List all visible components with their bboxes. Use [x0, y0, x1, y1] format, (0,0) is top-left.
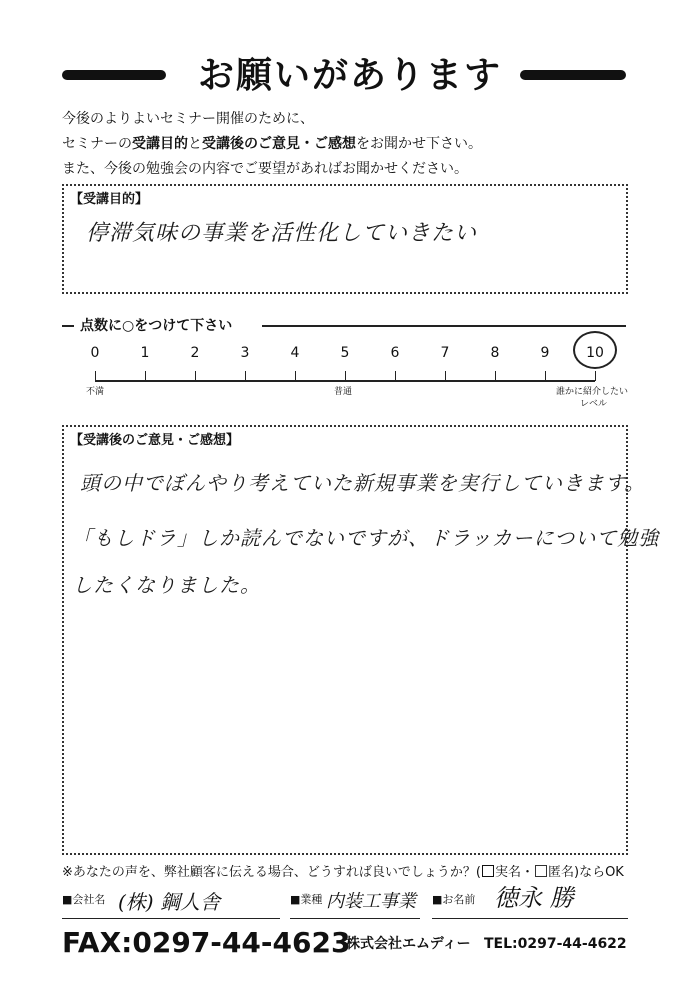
score-tick-label[interactable]: 2 [190, 345, 200, 361]
score-title: 点数に○をつけて下さい [80, 318, 233, 334]
purpose-box[interactable] [62, 184, 628, 294]
score-tick-label[interactable]: 5 [340, 345, 350, 361]
feedback-label: 【受講後のご意見・ご感想】 [70, 433, 240, 448]
intro-line-1: 今後のよりよいセミナー開催のために、 [62, 111, 314, 127]
score-title-rule [262, 325, 626, 327]
score-tick-label[interactable]: 1 [140, 345, 150, 361]
score-tick-label[interactable]: 9 [540, 345, 550, 361]
consent-note [62, 864, 624, 882]
score-tick [145, 371, 146, 381]
scale-caption-high-2: レベル [580, 399, 608, 409]
real-name-checkbox[interactable] [482, 865, 494, 877]
score-tick [345, 371, 346, 381]
score-tick [295, 371, 296, 381]
company-field-line [62, 918, 280, 919]
feedback-line-1: 頭の中でぼんやり考えていた新規事業を実行していきます。 [80, 471, 646, 495]
selected-score-circle[interactable] [573, 331, 617, 369]
feedback-line-2: 「もしドラ」しか読んでないですが、ドラッカーについて勉強 [72, 526, 660, 550]
company-name: 株式会社エムディー [346, 936, 471, 952]
fax-number: FAX:0297-44-4623 [62, 926, 351, 959]
feedback-line-3: したくなりました。 [72, 573, 261, 597]
intro-text: をお聞かせ下さい。 [356, 136, 482, 152]
score-tick-label[interactable]: 3 [240, 345, 250, 361]
intro-line-2 [62, 133, 482, 155]
name-field-line [432, 918, 628, 919]
scale-caption-high-1: 誰かに紹介したい [556, 387, 629, 397]
page-title: お願いがあります [197, 55, 502, 96]
score-tick [95, 371, 96, 381]
name-field-value[interactable]: 徳永 勝 [494, 884, 574, 912]
purpose-label: 【受講目的】 [70, 192, 149, 207]
purpose-answer: 停滞気味の事業を活性化していきたい [86, 221, 478, 246]
consent-note-tail: )ならOK [574, 865, 624, 880]
tel-number: TEL:0297-44-4622 [484, 936, 627, 952]
company-field-value[interactable]: (株) 鋼人舎 [118, 890, 220, 914]
industry-field-label: ■業種 [290, 893, 323, 906]
intro-bold-feedback: 受講後のご意見・ご感想 [202, 136, 356, 152]
score-tick-label[interactable]: 6 [390, 345, 400, 361]
name-field-label: ■お名前 [432, 893, 476, 906]
score-tick-label[interactable]: 0 [90, 345, 100, 361]
score-tick [595, 371, 596, 381]
industry-field-line [290, 918, 420, 919]
score-tick-label[interactable]: 7 [440, 345, 450, 361]
score-tick-label[interactable]: 8 [490, 345, 500, 361]
intro-text: と [188, 136, 202, 152]
scale-caption-low: 不満 [86, 387, 105, 397]
scale-caption-mid: 普通 [334, 387, 353, 397]
score-tick [195, 371, 196, 381]
intro-text: セミナーの [62, 136, 132, 152]
intro-line-3: また、今後の勉強会の内容でご要望があればお聞かせください。 [62, 161, 468, 177]
consent-note-text: ※あなたの声を、弊社顧客に伝える場合、どうすれば良いでしょうか？( [62, 865, 481, 880]
score-tick [495, 371, 496, 381]
score-tick-label[interactable]: 4 [290, 345, 300, 361]
score-title-dash [62, 325, 74, 327]
score-tick [245, 371, 246, 381]
industry-field-value[interactable]: 内装工事業 [326, 891, 416, 912]
real-name-option: 実名・ [494, 865, 534, 880]
score-tick-label[interactable]: 10 [586, 345, 604, 361]
anonymous-option: 匿名 [547, 865, 574, 880]
feedback-box[interactable] [62, 425, 660, 855]
intro-bold-purpose: 受講目的 [132, 136, 188, 152]
score-tick [395, 371, 396, 381]
score-tick [545, 371, 546, 381]
anonymous-checkbox[interactable] [535, 865, 547, 877]
score-tick [445, 371, 446, 381]
company-field-label: ■会社名 [62, 893, 106, 906]
